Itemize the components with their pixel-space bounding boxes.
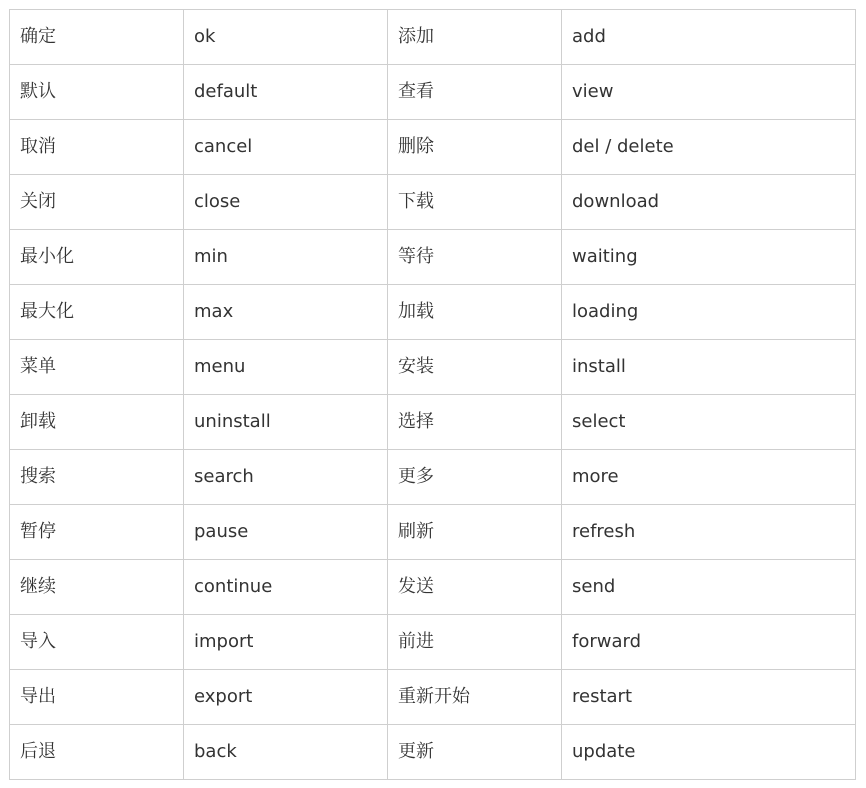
table-cell-chinese-term: 默认	[10, 65, 184, 120]
table-row	[10, 505, 856, 560]
table-cell-english-term: import	[184, 615, 388, 670]
table-cell-english-term: refresh	[562, 505, 856, 560]
table-cell-english-term: waiting	[562, 230, 856, 285]
table-cell-english-term: select	[562, 395, 856, 450]
table-cell-english-term: max	[184, 285, 388, 340]
table-cell-chinese-term: 导出	[10, 670, 184, 725]
table-cell-english-term: pause	[184, 505, 388, 560]
table-cell-english-term: download	[562, 175, 856, 230]
table-cell-english-term: close	[184, 175, 388, 230]
table-cell-english-term: continue	[184, 560, 388, 615]
table-cell-chinese-term: 安装	[388, 340, 562, 395]
table-cell-english-term: del / delete	[562, 120, 856, 175]
table-cell-chinese-term: 关闭	[10, 175, 184, 230]
table-row	[10, 450, 856, 505]
table-cell-chinese-term: 菜单	[10, 340, 184, 395]
table-cell-chinese-term: 更多	[388, 450, 562, 505]
terms-table-body	[10, 10, 856, 780]
table-row	[10, 725, 856, 780]
table-cell-chinese-term: 添加	[388, 10, 562, 65]
table-cell-english-term: ok	[184, 10, 388, 65]
table-cell-english-term: more	[562, 450, 856, 505]
table-cell-chinese-term: 继续	[10, 560, 184, 615]
table-cell-chinese-term: 暂停	[10, 505, 184, 560]
table-row	[10, 560, 856, 615]
table-cell-chinese-term: 卸载	[10, 395, 184, 450]
table-cell-english-term: restart	[562, 670, 856, 725]
table-row	[10, 670, 856, 725]
table-row	[10, 285, 856, 340]
table-cell-english-term: default	[184, 65, 388, 120]
table-cell-chinese-term: 前进	[388, 615, 562, 670]
table-cell-chinese-term: 导入	[10, 615, 184, 670]
table-cell-english-term: uninstall	[184, 395, 388, 450]
table-cell-english-term: view	[562, 65, 856, 120]
table-cell-english-term: menu	[184, 340, 388, 395]
table-cell-english-term: search	[184, 450, 388, 505]
table-row	[10, 65, 856, 120]
table-row	[10, 175, 856, 230]
table-row	[10, 120, 856, 175]
table-cell-english-term: update	[562, 725, 856, 780]
table-cell-english-term: export	[184, 670, 388, 725]
table-cell-chinese-term: 等待	[388, 230, 562, 285]
table-cell-chinese-term: 选择	[388, 395, 562, 450]
table-cell-chinese-term: 后退	[10, 725, 184, 780]
table-cell-chinese-term: 取消	[10, 120, 184, 175]
table-cell-chinese-term: 刷新	[388, 505, 562, 560]
table-cell-chinese-term: 加载	[388, 285, 562, 340]
table-row	[10, 340, 856, 395]
table-cell-english-term: send	[562, 560, 856, 615]
table-cell-chinese-term: 确定	[10, 10, 184, 65]
table-cell-chinese-term: 下载	[388, 175, 562, 230]
table-cell-chinese-term: 删除	[388, 120, 562, 175]
table-cell-english-term: back	[184, 725, 388, 780]
table-row	[10, 10, 856, 65]
table-row	[10, 615, 856, 670]
table-cell-chinese-term: 更新	[388, 725, 562, 780]
table-cell-chinese-term: 最大化	[10, 285, 184, 340]
table-cell-english-term: min	[184, 230, 388, 285]
table-cell-english-term: install	[562, 340, 856, 395]
table-cell-english-term: add	[562, 10, 856, 65]
table-cell-chinese-term: 发送	[388, 560, 562, 615]
table-row	[10, 230, 856, 285]
terms-table	[9, 9, 856, 780]
table-cell-english-term: cancel	[184, 120, 388, 175]
table-row	[10, 395, 856, 450]
table-cell-chinese-term: 重新开始	[388, 670, 562, 725]
table-cell-chinese-term: 搜索	[10, 450, 184, 505]
table-cell-english-term: loading	[562, 285, 856, 340]
table-cell-chinese-term: 查看	[388, 65, 562, 120]
table-cell-english-term: forward	[562, 615, 856, 670]
table-cell-chinese-term: 最小化	[10, 230, 184, 285]
